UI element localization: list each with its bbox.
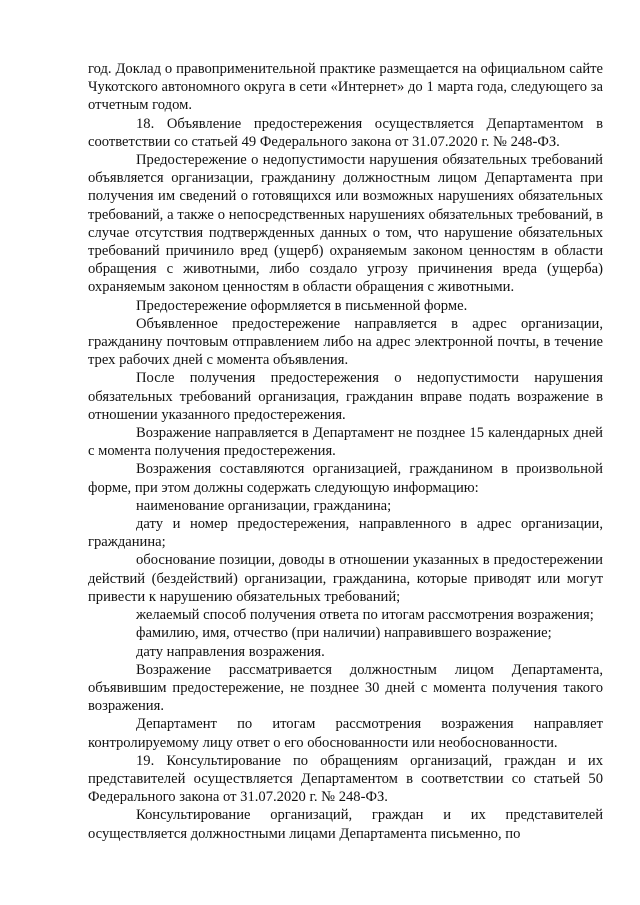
- document-text: [88, 60, 603, 843]
- paragraph-warning-delivery: Объявленное предостережение направляется в адрес организации, гражданину почтовым отправлением либо на адрес электронной почты, в течение трех рабочих дней с момента объявления.: [88, 315, 603, 369]
- paragraph-objection-review: Возражение рассматривается должностным лицом Департамента, объявившим предостережение, не позднее 30 дней с момента получения такого возражения.: [88, 661, 603, 715]
- paragraph-objection-right: После получения предостережения о недопустимости нарушения обязательных требований организация, гражданин вправе подать возражение в отношении указанного предостережения.: [88, 370, 603, 423]
- paragraph-review-response: Департамент по итогам рассмотрения возражения направляет контролируемому лицу ответ о его обоснованности или необоснованности.: [88, 716, 603, 751]
- paragraph-written-form: Предостережение оформляется в письменной форме.: [136, 297, 468, 314]
- list-item-full-name: фамилию, имя, отчество (при наличии) направившего возражение;: [136, 625, 552, 642]
- paragraph-warning-definition: Предостережение о недопустимости нарушения обязательных требований объявляется организации, гражданину должностным лицом Департамента при получения им сведений о готовящихся или возможных нарушениях обязательных требований, а также о непосредственных нарушениях обязательных требований, в случае отсутствия подтвержденных данных о том, что нарушение обязательных требований причинило вред (ущерб) охраняемым законом ценностям в области обращения с животными, либо создало угрозу причинения вреда (ущерба) охраняемым законом ценностям в области обращения с животными.: [88, 152, 603, 296]
- paragraph-consulting-method: Консультирование организаций, граждан и их представителей осуществляется должностными лицами Департамента письменно, по: [88, 807, 603, 842]
- paragraph-19-consulting: 19. Консультирование по обращениям организаций, граждан и их представителей осуществляется Департаментом в соответствии со статьей 50 Федерального закона от 31.07.2020 г. № 248-ФЗ.: [88, 752, 603, 806]
- list-item-position-reasoning: обоснование позиции, доводы в отношении указанных в предостережении действий (бездействий) организации, гражданина, которые приводят или могут привести к нарушению обязательных требований;: [88, 552, 603, 605]
- paragraph-report-publication: год. Доклад о правоприменительной практике размещается на официальном сайте Чукотского автономного округа в сети «Интернет» до 1 марта года, следующего за отчетным годом.: [88, 61, 603, 114]
- paragraph-objection-content: Возражения составляются организацией, гражданином в произвольной форме, при этом должны содержать следующую информацию:: [88, 461, 603, 496]
- list-item-objection-date: дату направления возражения.: [136, 643, 325, 660]
- list-item-organization-name: наименование организации, гражданина;: [136, 497, 392, 514]
- paragraph-18-warning-announcement: 18. Объявление предостережения осуществляется Департаментом в соответствии со статьей 49 Федерального закона от 31.07.2020 г. № 248-ФЗ.: [88, 115, 603, 150]
- paragraph-objection-deadline: Возражение направляется в Департамент не позднее 15 календарных дней с момента получения предостережения.: [88, 425, 603, 460]
- list-item-warning-date-number: дату и номер предостережения, направленного в адрес организации, гражданина;: [88, 516, 603, 551]
- list-item-response-method: желаемый способ получения ответа по итогам рассмотрения возражения;: [136, 607, 594, 624]
